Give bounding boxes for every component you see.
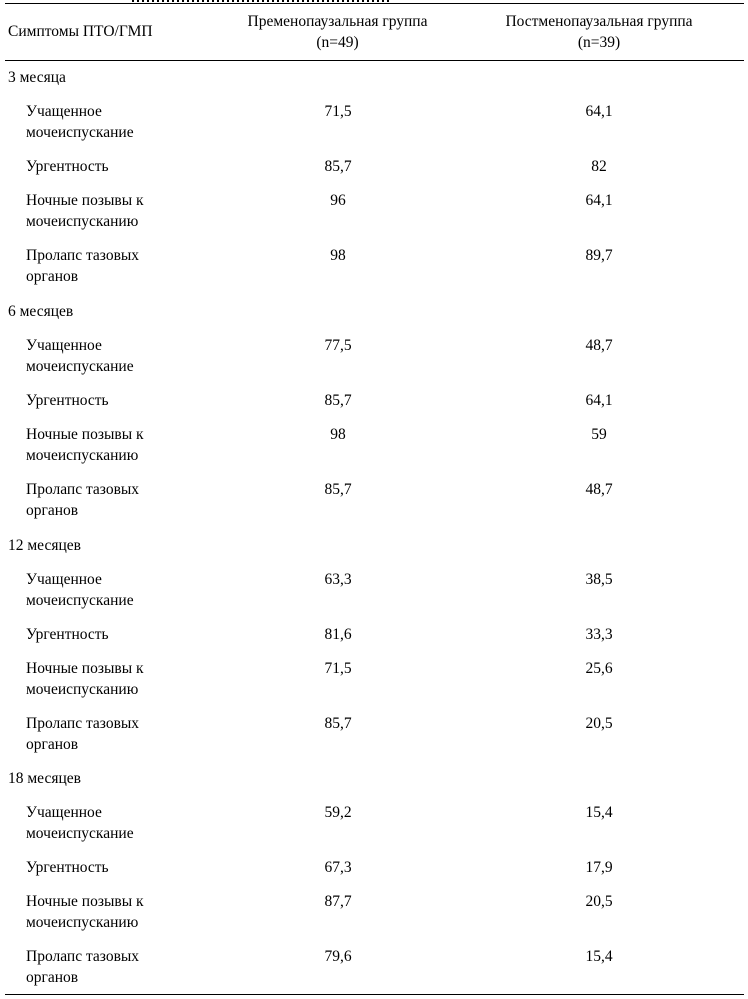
header-symptoms: Симптомы ПТО/ГМП — [8, 23, 153, 40]
premenopausal-value: 85,7 — [324, 481, 352, 498]
symptom-line: Пролапс тазовых — [26, 948, 140, 965]
symptom-line: органов — [26, 268, 79, 285]
symptom-cell — [26, 802, 201, 844]
symptom-cell — [26, 190, 201, 232]
symptom-cell — [26, 156, 201, 177]
header-postmenopausal-group — [470, 11, 728, 53]
postmenopausal-value: 25,6 — [585, 660, 613, 677]
premenopausal-value: 81,6 — [324, 626, 352, 643]
section-label: 6 месяцев — [8, 303, 74, 320]
premenopausal-value: 63,3 — [324, 571, 352, 588]
postmenopausal-value: 89,7 — [585, 247, 613, 264]
postmenopausal-value: 59 — [591, 426, 607, 443]
premenopausal-value: 98 — [330, 426, 346, 443]
symptom-cell — [26, 713, 201, 755]
postmenopausal-value: 33,3 — [585, 626, 613, 643]
premenopausal-value: 77,5 — [324, 337, 352, 354]
premenopausal-value: 71,5 — [324, 103, 352, 120]
symptom-cell — [26, 658, 201, 700]
symptom-line: Ночные позывы к — [26, 426, 144, 443]
symptom-line: Пролапс тазовых — [26, 715, 140, 732]
postmenopausal-value: 15,4 — [585, 804, 613, 821]
symptom-line: Пролапс тазовых — [26, 247, 140, 264]
premenopausal-value: 59,2 — [324, 804, 352, 821]
symptom-line: Пролапс тазовых — [26, 481, 140, 498]
postmenopausal-value: 82 — [591, 158, 607, 175]
symptom-line: Ночные позывы к — [26, 660, 144, 677]
header-premenopausal-n: (n=49) — [316, 34, 359, 51]
table-top-rule — [5, 3, 744, 4]
postmenopausal-value: 48,7 — [585, 337, 613, 354]
premenopausal-value: 85,7 — [324, 158, 352, 175]
header-postmenopausal-n: (n=39) — [577, 34, 621, 51]
section-label: 12 месяцев — [8, 537, 81, 554]
symptom-line: мочеиспусканию — [26, 213, 139, 230]
symptom-cell — [26, 946, 201, 988]
symptom-line: Ночные позывы к — [26, 192, 144, 209]
symptom-line: мочеиспускание — [26, 124, 134, 141]
symptom-line: мочеиспускание — [26, 358, 134, 375]
symptom-cell — [26, 335, 201, 377]
premenopausal-value: 87,7 — [324, 893, 352, 910]
postmenopausal-value: 38,5 — [585, 571, 613, 588]
section-label: 18 месяцев — [8, 770, 81, 787]
symptom-line: Ночные позывы к — [26, 893, 144, 910]
premenopausal-value: 85,7 — [324, 715, 352, 732]
symptom-line: мочеиспускание — [26, 592, 134, 609]
symptom-cell — [26, 390, 201, 411]
symptom-cell — [26, 424, 201, 466]
header-premenopausal-title: Пременопаузальная группа — [247, 13, 428, 30]
premenopausal-value: 85,7 — [324, 392, 352, 409]
symptom-line: Ургентность — [26, 392, 109, 409]
symptom-line: Учащенное — [26, 103, 102, 120]
header-bottom-rule — [5, 60, 744, 61]
symptom-line: Ургентность — [26, 158, 109, 175]
postmenopausal-value: 48,7 — [585, 481, 613, 498]
symptom-line: органов — [26, 502, 79, 519]
premenopausal-value: 67,3 — [324, 859, 352, 876]
premenopausal-value: 98 — [330, 247, 346, 264]
postmenopausal-value: 20,5 — [585, 715, 613, 732]
section-label: 3 месяца — [8, 69, 66, 86]
table-bottom-rule — [5, 994, 744, 995]
symptom-line: Ургентность — [26, 626, 109, 643]
symptom-line: Ургентность — [26, 859, 109, 876]
postmenopausal-value: 64,1 — [585, 103, 613, 120]
postmenopausal-value: 17,9 — [585, 859, 613, 876]
symptom-line: органов — [26, 736, 79, 753]
header-premenopausal-group — [215, 11, 460, 53]
symptom-cell — [26, 479, 201, 521]
postmenopausal-value: 64,1 — [585, 392, 613, 409]
premenopausal-value: 96 — [330, 192, 346, 209]
postmenopausal-value: 20,5 — [585, 893, 613, 910]
symptom-cell — [26, 569, 201, 611]
symptom-line: Учащенное — [26, 337, 102, 354]
symptom-cell — [26, 624, 201, 645]
symptom-line: органов — [26, 969, 79, 986]
symptom-cell — [26, 857, 201, 878]
symptom-line: Учащенное — [26, 571, 102, 588]
symptom-line: мочеиспусканию — [26, 447, 139, 464]
symptom-line: мочеиспусканию — [26, 914, 139, 931]
symptom-cell — [26, 245, 201, 287]
premenopausal-value: 79,6 — [324, 948, 352, 965]
symptom-line: мочеиспусканию — [26, 681, 139, 698]
symptom-line: мочеиспускание — [26, 825, 134, 842]
symptom-cell — [26, 891, 201, 933]
symptom-cell — [26, 101, 201, 143]
symptom-line: Учащенное — [26, 804, 102, 821]
postmenopausal-value: 15,4 — [585, 948, 613, 965]
header-postmenopausal-title: Постменопаузальная группа — [505, 13, 693, 30]
premenopausal-value: 71,5 — [324, 660, 352, 677]
postmenopausal-value: 64,1 — [585, 192, 613, 209]
